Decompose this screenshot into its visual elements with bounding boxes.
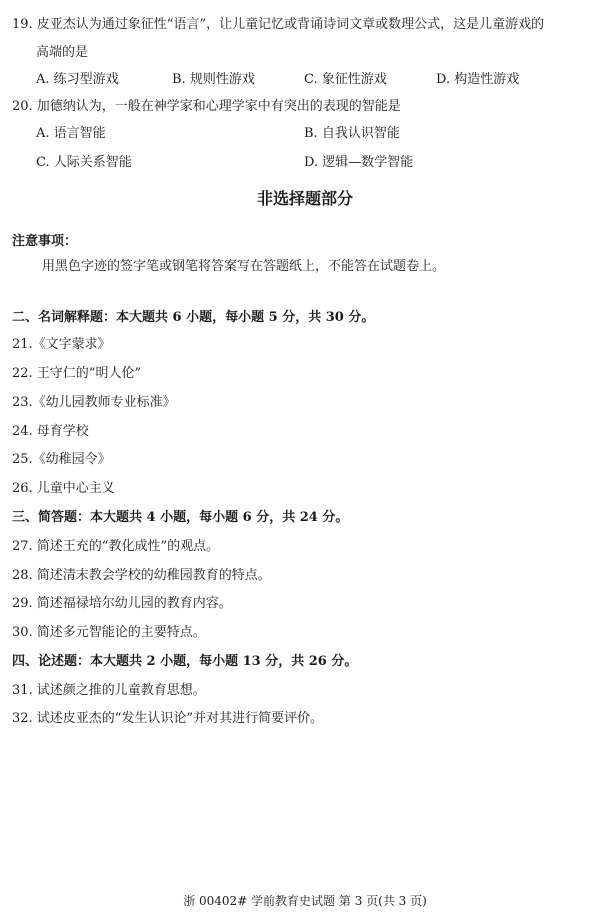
q20-stem: 20. 加德纳认为，一般在神学家和心理学家中有突出的表现的智能是: [12, 99, 401, 114]
q19-option-c: C. 象征性游戏: [304, 72, 387, 87]
section4-item: 32. 试述皮亚杰的“发生认识论”并对其进行简要评价。: [12, 711, 324, 726]
section3-item: 30. 简述多元智能论的主要特点。: [12, 625, 206, 640]
q19-option-a: A. 练习型游戏: [36, 72, 119, 87]
q20-option-d: D. 逻辑—数学智能: [304, 155, 414, 170]
q19-option-b: B. 规则性游戏: [172, 72, 255, 87]
q20-option-a: A. 语言智能: [36, 126, 106, 141]
q19-stem-line1: 19. 皮亚杰认为通过象征性“语言”，让儿童记忆或背诵诗词文章或数理公式，这是儿童游戏的: [12, 17, 545, 32]
section2-item: 26. 儿童中心主义: [12, 481, 115, 496]
section3-heading: 三、简答题：本大题共 4 小题，每小题 6 分，共 24 分。: [12, 510, 349, 525]
q19-option-d: D. 构造性游戏: [436, 72, 520, 87]
q19-stem-line2: 高端的是: [36, 45, 89, 60]
section2-item: 24. 母育学校: [12, 424, 89, 439]
section2-item: 23.《幼儿园教师专业标准》: [12, 395, 176, 410]
section4-heading: 四、论述题：本大题共 2 小题，每小题 13 分，共 26 分。: [12, 654, 358, 669]
section2-heading: 二、名词解释题：本大题共 6 小题，每小题 5 分，共 30 分。: [12, 310, 375, 325]
section3-item: 27. 简述王充的“教化成性”的观点。: [12, 539, 220, 554]
part-title: 非选择题部分: [256, 189, 353, 208]
section4-item: 31. 试述颜之推的儿童教育思想。: [12, 683, 206, 698]
notice-text: 用黑色字迹的签字笔或钢笔将答案写在答题纸上，不能答在试题卷上。: [42, 259, 446, 274]
q20-option-c: C. 人际关系智能: [36, 155, 132, 170]
notice-title: 注意事项：: [12, 234, 78, 249]
q20-option-b: B. 自我认识智能: [304, 126, 400, 141]
page-footer: 浙 00402# 学前教育史试题 第 3 页(共 3 页): [183, 894, 427, 908]
section3-item: 28. 简述清末教会学校的幼稚园教育的特点。: [12, 568, 271, 583]
section3-item: 29. 简述福禄培尔幼儿园的教育内容。: [12, 596, 232, 611]
section2-item: 25.《幼稚园令》: [12, 452, 111, 467]
section2-item: 21.《文字蒙求》: [12, 337, 111, 352]
section2-item: 22. 王守仁的“明人伦”: [12, 366, 142, 381]
